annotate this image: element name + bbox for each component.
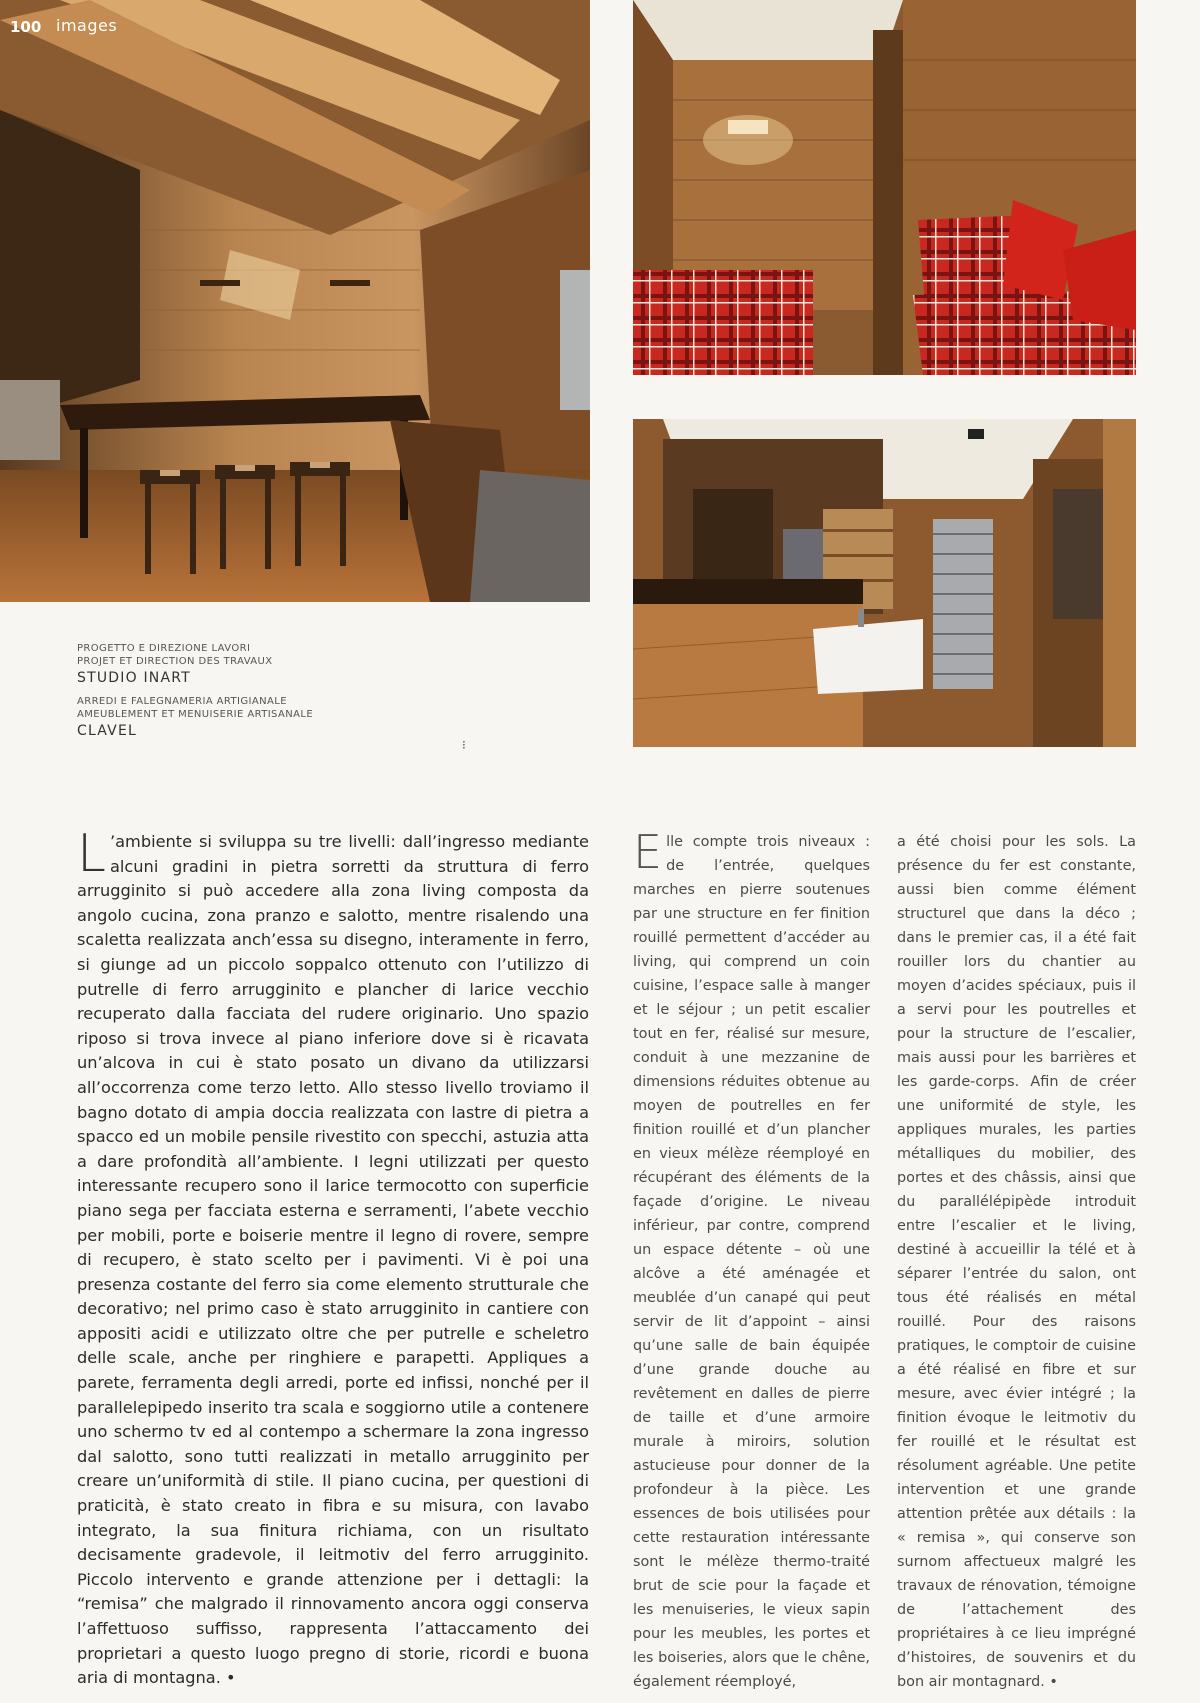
credits: [77, 642, 497, 748]
section-label: images: [56, 16, 118, 35]
dropcap-it: L: [77, 824, 106, 884]
article-french-text-2: a été choisi pour les sols. La présence du fer est constante, aussi bien comme élément structurel que dans la déco ; dans le premier cas, il a été fait rouiller lors du chantier au moyen d’acides spéciaux, puis il a servi pour les poutrelles et pour la structure de l’escalier, mais aussi pour les barrières et les garde-corps. Afin de créer une uniformité de style, les appliques murales, les parties métalliques du mobilier, des portes et des châssis, ainsi que du parallélépipède introduit entre l’escalier et le living, destiné à accueillir la télé et à séparer l’entrée du salon, ont tous été réalisés en métal rouillé. Pour des raisons pratiques, le comptoir de cuisine a été réalisé en fibre et sur mesure, avec évier intégré ; la finition évoque le leitmotiv du fer rouillé et le résultat est résolument agréable. Une petite intervention et une grande attention prêtée aux détails : la « remisa », qui conserve son surnom affectueux malgré les travaux de rénovation, témoigne de l’attachement des propriétaires à ce lieu imprégné d’histoires, de souvenirs et du bon air montagnard. •: [897, 834, 1136, 1690]
credit-label-fr: PROJET ET DIRECTION DES TRAVAUX: [77, 656, 273, 667]
photo-bedroom: [633, 0, 1136, 375]
article-french-col1: [633, 825, 870, 1694]
decorative-dots: ⁝: [462, 738, 466, 752]
credit-label-it: ARREDI E FALEGNAMERIA ARTIGIANALE: [77, 696, 287, 707]
article-french-text-1: lle compte trois niveaux : de l’entrée, quelques marches en pierre soutenues par une structure en fer finition rouillé permettent d’accéder au living, qui comprend un coin cuisine, l’espace salle à manger et le séjour ; un petit escalier tout en fer, réalisé sur mesure, conduit à une mezzanine de dimensions réduites obtenue au moyen de poutrelles en fer finition rouillé et d’un plancher en vieux mélèze réemployé en récupérant des éléments de la façade d’origine. Le niveau inférieur, par contre, comprend un espace détente – où une alcôve a été aménagée et meublée d’un canapé qui peut servir de lit d’appoint – ainsi qu’une salle de bain équipée d’une grande douche au revêtement en dalles de pierre de taille et d’une armoire murale à miroirs, solution astucieuse pour donner de la profondeur à la pièce. Les essences de bois utilisées pour cette restauration intéressante sont le mélèze thermo-traité brut de scie pour la façade et les menuiseries, le vieux sapin pour les meubles, les portes et les boiseries, alors que le chêne, également réemployé,: [633, 834, 870, 1690]
article-italian: [77, 824, 589, 1691]
article-italian-text: ’ambiente si sviluppa su tre livelli: dall’ingresso mediante alcuni gradini in pietra sorretti da struttura di ferro arrugginito si può accedere alla zona living composta da angolo cucina, zona pranzo e salotto, mentre risalendo una scaletta realizzata anch’essa su disegno, interamente in ferro, si giunge ad un piccolo soppalco ottenuto con l’utilizzo di putrelle di ferro arrugginito e plancher di larice vecchio recuperato dalla facciata del rudere originario. Uno spazio riposo si trova invece al piano inferiore dove si è ricavata un’alcova in cui è stato posato un divano da utilizzarsi all’occorrenza come terzo letto. Allo stesso livello troviamo il bagno dotato di ampia doccia realizzata con lastre di pietra a spacco ed un mobile pensile rivestito con specchi, astuzia atta a dare profondità all’ambiente. I legni utilizzati per questo interessante recupero sono il larice termocotto con superficie piano sega per facciata esterna e serramenti, l’abete vecchio per mobili, porte e boiserie mentre il legno di rovere, sempre di recupero, è stato scelto per i pavimenti. Vi è poi una presenza costante del ferro sia come elemento strutturale che decorativo; nel primo caso è stato arrugginito in cantiere con appositi acidi e utilizzato oltre che per putrelle e scheletro delle scale, anche per ringhiere e parapetti. Appliques a parete, ferramenta degli arredi, porte ed infissi, nonché per il parallelepipedo inserito tra scala e soggiorno utile a contenere uno schermo tv ed al contempo a schermare la zona ingresso dal salotto, sono tutti realizzati in metallo arrugginito per creare un’uniformità di stile. Il piano cucina, per questioni di praticità, è stato creato in fibra e su misura, con lavabo integrato, la sua finitura richiama, con un risultato decisamente gradevole, il leitmotiv del ferro arrugginito. Piccolo intervento e grande attenzione per i dettagli: la “remisa” che malgrado il rinnovamento ancora oggi conserva l’affettuoso suffisso, rappresenta l’attaccamento dei proprietari a questo luogo pregno di storie, ricordi e buona aria di montagna. •: [77, 832, 589, 1688]
credit-label-it: PROGETTO E DIREZIONE LAVORI: [77, 643, 251, 654]
dropcap-fr: E: [633, 825, 663, 879]
credit-design: [77, 642, 497, 686]
credit-furniture: [77, 695, 497, 739]
credit-name: STUDIO INART: [77, 670, 191, 686]
credit-label-fr: AMEUBLEMENT ET MENUISERIE ARTISANALE: [77, 709, 314, 720]
credit-name: CLAVEL: [77, 723, 138, 739]
page-number: 100: [10, 18, 42, 36]
article-french-col2: [897, 830, 1136, 1694]
photo-bathroom: [633, 419, 1136, 747]
